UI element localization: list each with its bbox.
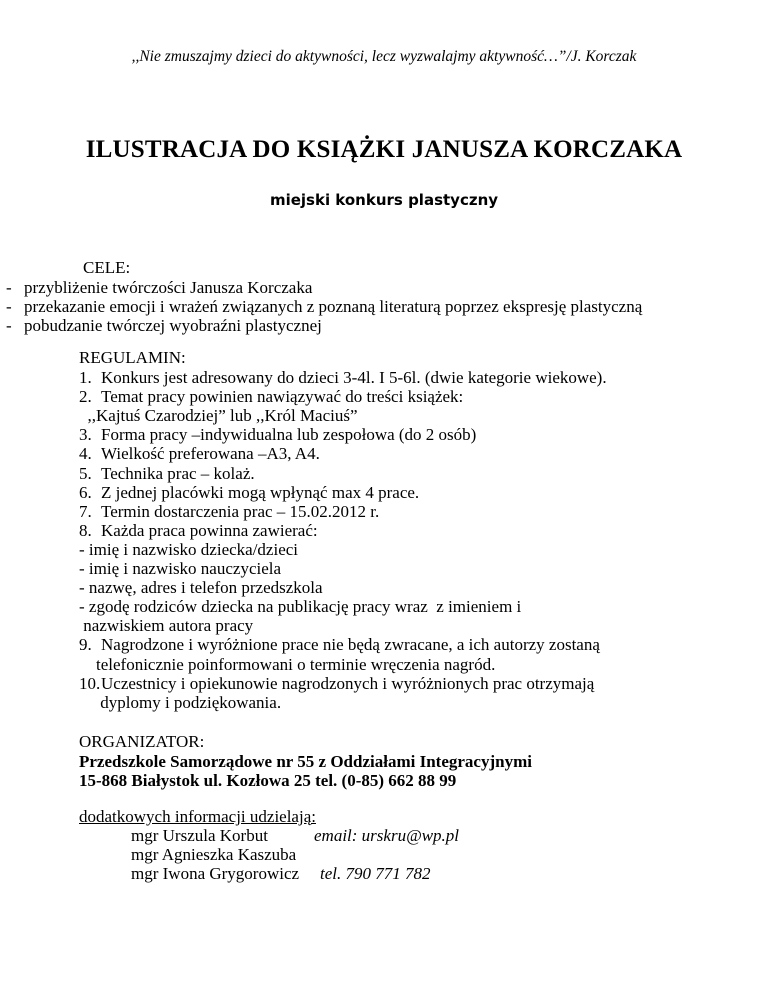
rules-line bbox=[79, 559, 281, 579]
rules-line bbox=[79, 540, 298, 560]
rules-heading: REGULAMIN: bbox=[79, 348, 186, 367]
rules-number: 1. bbox=[79, 368, 92, 387]
rules-line bbox=[79, 693, 281, 713]
rules-line bbox=[79, 655, 495, 675]
rules-text: telefonicznie poinformowani o terminie wręczenia nagród. bbox=[79, 654, 496, 674]
rules-text: Forma pracy –indywidualna lub zespołowa (do 2 osób) bbox=[101, 425, 477, 445]
rules-text: dyplomy i podziękowania. bbox=[79, 692, 282, 712]
rules-text: Termin dostarczenia prac – 15.02.2012 r. bbox=[101, 501, 380, 521]
document-subtitle: miejski konkurs plastyczny bbox=[269, 191, 499, 209]
organizer-heading: ORGANIZATOR: bbox=[79, 732, 205, 751]
rules-text: Każda praca powinna zawierać: bbox=[101, 520, 318, 540]
rules-text: Technika prac – kolaż. bbox=[101, 463, 255, 483]
rules-line bbox=[79, 406, 358, 426]
goals-heading: CELE: bbox=[83, 258, 131, 277]
rules-text: Uczestnicy i opiekunowie nagrodzonych i wyróżnionych prac otrzymają bbox=[101, 673, 595, 693]
rules-text: - nazwę, adres i telefon przedszkola bbox=[79, 578, 323, 598]
rules-number: 7. bbox=[79, 501, 92, 521]
rules-text: nazwiskiem autora pracy bbox=[79, 616, 254, 636]
contact-name: mgr Iwona Grygorowicz bbox=[131, 864, 300, 883]
goal-item bbox=[6, 297, 642, 317]
rules-number: 2. bbox=[79, 387, 92, 407]
contact-email: email: urskru@wp.pl bbox=[314, 826, 460, 845]
rules-line bbox=[79, 578, 323, 598]
contact-row bbox=[131, 826, 459, 846]
goal-item bbox=[6, 278, 312, 298]
rules-text: - imię i nazwisko dziecka/dzieci bbox=[79, 539, 299, 559]
document-title: ILUSTRACJA DO KSIĄŻKI JANUSZA KORCZAKA bbox=[85, 136, 683, 163]
rules-line bbox=[79, 597, 521, 617]
contact-phone: tel. 790 771 782 bbox=[320, 864, 431, 883]
goal-text: przekazanie emocji i wrażeń związanych z poznaną literaturą poprzez ekspresję plastyczną bbox=[24, 297, 643, 316]
organizer-address: 15-868 Białystok ul. Kozłowa 25 tel. (0-85) 662 88 99 bbox=[79, 771, 457, 790]
rules-number: 4. bbox=[79, 444, 92, 464]
rules-text: Z jednej placówki mogą wpłynąć max 4 prace. bbox=[101, 482, 420, 502]
goal-text: pobudzanie twórczej wyobraźni plastycznej bbox=[24, 316, 322, 335]
rules-line bbox=[79, 387, 463, 407]
rules-line bbox=[79, 616, 253, 636]
rules-number: 9. bbox=[79, 635, 92, 655]
rules-text: Nagrodzone i wyróżnione prace nie będą zwracane, a ich autorzy zostaną bbox=[101, 635, 600, 655]
goal-dash: - bbox=[6, 316, 12, 335]
rules-number: 8. bbox=[79, 520, 92, 540]
goal-text: przybliżenie twórczości Janusza Korczaka bbox=[24, 278, 313, 297]
contact-name: mgr Urszula Korbut bbox=[131, 826, 268, 845]
rules-text: Konkurs jest adresowany do dzieci 3-4l. I 5-6l. (dwie kategorie wiekowe). bbox=[101, 368, 607, 387]
organizer-name: Przedszkole Samorządowe nr 55 z Oddziałami Integracyjnymi bbox=[79, 752, 532, 771]
rules-number: 3. bbox=[79, 425, 92, 445]
goal-item bbox=[6, 316, 322, 336]
goal-dash: - bbox=[6, 297, 12, 316]
rules-line bbox=[79, 464, 255, 484]
rules-line bbox=[79, 635, 600, 655]
rules-number: 5. bbox=[79, 463, 92, 483]
info-heading: dodatkowych informacji udzielają: bbox=[79, 807, 316, 826]
contact-row bbox=[131, 845, 296, 865]
rules-text: ,,Kajtuś Czarodziej” lub ,,Król Maciuś” bbox=[79, 406, 358, 426]
rules-line bbox=[79, 521, 318, 541]
rules-line bbox=[79, 444, 320, 464]
rules-text: - imię i nazwisko nauczyciela bbox=[79, 559, 282, 578]
rules-line bbox=[79, 502, 379, 522]
header-quote: ,,Nie zmuszajmy dzieci do aktywności, lecz wyzwalajmy aktywność…”/J. Korczak bbox=[131, 48, 637, 65]
rules-text: - zgodę rodziców dziecka na publikację pracy wraz z imieniem i bbox=[79, 597, 522, 617]
contact-name: mgr Agnieszka Kaszuba bbox=[131, 845, 297, 864]
rules-number: 6. bbox=[79, 482, 92, 502]
contact-row bbox=[131, 864, 431, 884]
rules-text: Wielkość preferowana –A3, A4. bbox=[101, 444, 320, 464]
rules-text: Temat pracy powinien nawiązywać do treści książek: bbox=[101, 387, 464, 407]
rules-line bbox=[79, 425, 476, 445]
rules-line bbox=[79, 368, 607, 388]
rules-number: 10. bbox=[79, 673, 101, 693]
rules-line bbox=[79, 483, 419, 503]
goal-dash: - bbox=[6, 278, 12, 297]
rules-line bbox=[79, 674, 594, 694]
